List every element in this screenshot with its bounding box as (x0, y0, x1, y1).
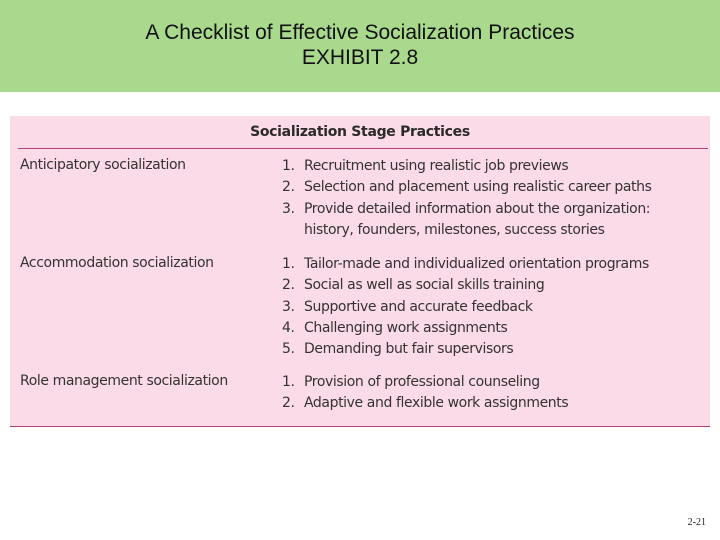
slide-title (0, 20, 720, 70)
slide-title-line-2: EXHIBIT 2.8 (301, 46, 419, 69)
list-item (282, 199, 699, 242)
item-text: Recruitment using realistic job previews (304, 158, 569, 174)
list-item (282, 372, 699, 393)
practice-list-anticipatory (282, 156, 699, 241)
list-item (282, 177, 699, 198)
item-number: 3. (282, 200, 295, 217)
item-number: 2. (282, 277, 295, 294)
list-item (282, 275, 699, 296)
item-text: Adaptive and flexible work assignments (304, 395, 569, 412)
item-text: Social as well as social skills training (304, 277, 545, 294)
title-band (0, 0, 720, 92)
item-text: Challenging work assignments (304, 319, 508, 336)
exhibit-table (10, 116, 710, 427)
item-text: Demanding but fair supervisors (304, 341, 514, 358)
list-item (282, 393, 699, 414)
slide-title-line-1: A Checklist of Effective Socialization Practices (145, 21, 575, 44)
practice-list-accommodation (282, 254, 699, 360)
item-text: Selection and placement using realistic career paths (304, 179, 652, 196)
table-header: Socialization Stage Practices (250, 124, 470, 140)
page-number: 2-21 (687, 517, 706, 528)
item-number: 1. (282, 158, 295, 174)
stage-label-anticipatory: Anticipatory socialization (20, 157, 186, 173)
item-number: 4. (282, 319, 295, 336)
item-number: 2. (282, 179, 295, 196)
item-number: 2. (282, 395, 295, 412)
stage-label-accommodation: Accommodation socialization (20, 255, 214, 271)
item-number: 1. (282, 374, 295, 390)
item-number: 5. (282, 341, 295, 358)
list-item (282, 156, 699, 177)
practice-list-role-management (282, 372, 699, 415)
item-number: 1. (282, 256, 295, 272)
item-text: Provide detailed information about the organization: history, founders, milestones, success stories (304, 200, 651, 238)
list-item (282, 339, 699, 360)
list-item (282, 254, 699, 275)
header-divider (18, 148, 708, 149)
item-text: Supportive and accurate feedback (304, 298, 533, 315)
item-text: Provision of professional counseling (304, 374, 540, 390)
stage-label-role-management: Role management socialization (20, 373, 228, 389)
item-text: Tailor-made and individualized orientation programs (304, 256, 649, 272)
list-item (282, 318, 699, 339)
item-number: 3. (282, 298, 295, 315)
list-item (282, 297, 699, 318)
